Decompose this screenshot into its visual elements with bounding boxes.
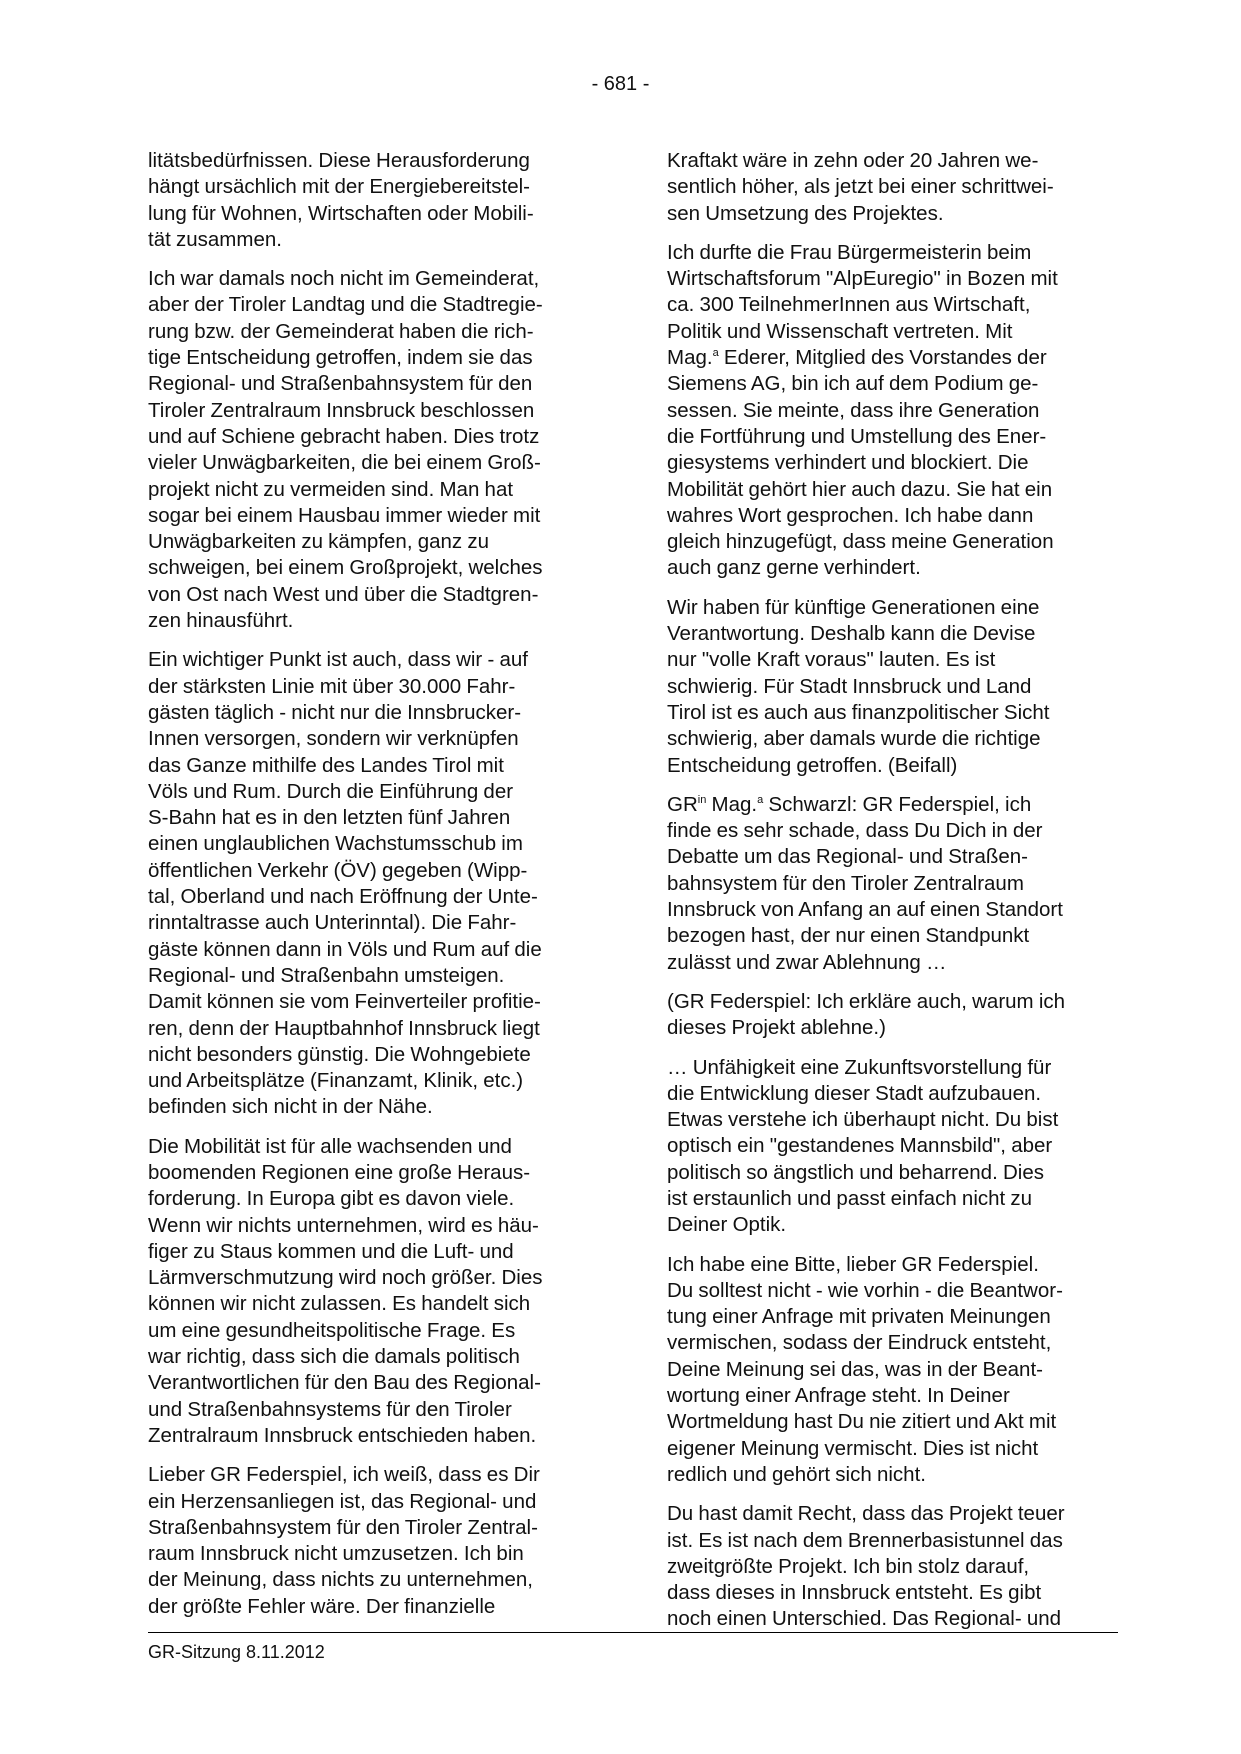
- text-line: schwierig, aber damals wurde die richtige: [667, 727, 1041, 751]
- text-line: noch einen Unterschied. Das Regional- und: [667, 1607, 1062, 1631]
- paragraph: [667, 595, 1112, 779]
- text-line: nur "volle Kraft voraus" lauten. Es ist: [667, 648, 996, 672]
- text-line: Innsbruck von Anfang an auf einen Standort: [667, 898, 1063, 922]
- text-line: und Straßenbahnsystems für den Tiroler: [148, 1397, 512, 1421]
- text-line: war richtig, dass sich die damals politisch: [148, 1345, 520, 1369]
- text-line: Verantwortlichen für den Bau des Regional-: [148, 1371, 541, 1395]
- text-line: einen unglaublichen Wachstumsschub im: [148, 832, 523, 856]
- text-line: Wir haben für künftige Generationen eine: [667, 595, 1040, 619]
- paragraph: [667, 240, 1112, 582]
- text-line: eigener Meinung vermischt. Dies ist nicht: [667, 1436, 1039, 1460]
- left-column: [148, 148, 593, 1633]
- text-line: Tirol ist es auch aus finanzpolitischer Sicht: [667, 700, 1050, 724]
- text-line: Verantwortung. Deshalb kann die Devise: [667, 622, 1036, 646]
- text-line: Damit können sie vom Feinverteiler profitie-: [148, 990, 541, 1014]
- text-line: aber der Tiroler Landtag und die Stadtregie-: [148, 293, 543, 317]
- paragraph: [148, 1462, 593, 1620]
- text-line: S-Bahn hat es in den letzten fünf Jahren: [148, 806, 511, 830]
- text-line: forderung. In Europa gibt es davon viele.: [148, 1187, 515, 1211]
- text-line: zweitgrößte Projekt. Ich bin stolz darauf,: [667, 1554, 1030, 1578]
- text-line: öffentlichen Verkehr (ÖV) gegeben (Wipp-: [148, 858, 528, 882]
- text-line: dass dieses in Innsbruck entsteht. Es gibt: [667, 1581, 1042, 1605]
- text-line: das Ganze mithilfe des Landes Tirol mit: [148, 753, 504, 777]
- text-line: finde es sehr schade, dass Du Dich in der: [667, 819, 1043, 843]
- page-number: - 681 -: [591, 73, 650, 95]
- text-line: lung für Wohnen, Wirtschaften oder Mobili-: [148, 201, 534, 225]
- text-line: boomenden Regionen eine große Heraus-: [148, 1160, 531, 1184]
- text-line: rung bzw. der Gemeinderat haben die rich-: [148, 319, 534, 343]
- text-line: tige Entscheidung getroffen, indem sie das: [148, 346, 533, 370]
- text-line: gleich hinzugefügt, dass meine Generation: [667, 530, 1054, 554]
- text-line: dieses Projekt ablehne.): [667, 1016, 886, 1040]
- text-line: Debatte um das Regional- und Straßen-: [667, 845, 1029, 869]
- text-line: Wirtschaftsforum "AlpEuregio" in Bozen mit: [667, 267, 1058, 291]
- paragraph: [148, 647, 593, 1120]
- text-line: raum Innsbruck nicht umzusetzen. Ich bin: [148, 1542, 524, 1566]
- text-line: Du hast damit Recht, dass das Projekt teuer: [667, 1502, 1065, 1526]
- text-line: die Entwicklung dieser Stadt aufzubauen.: [667, 1081, 1042, 1105]
- text-line: Du solltest nicht - wie vorhin - die Beantwor-: [667, 1278, 1063, 1302]
- text-line: Politik und Wissenschaft vertreten. Mit: [667, 319, 1013, 343]
- text-line: wahres Wort gesprochen. Ich habe dann: [667, 503, 1034, 527]
- text-line: vieler Unwägbarkeiten, die bei einem Groß-: [148, 451, 541, 475]
- text-line: … Unfähigkeit eine Zukunftsvorstellung für: [667, 1055, 1052, 1079]
- text-line: redlich und gehört sich nicht.: [667, 1462, 926, 1486]
- text-line: ca. 300 TeilnehmerInnen aus Wirtschaft,: [667, 293, 1031, 317]
- text-line: bahnsystem für den Tiroler Zentralraum: [667, 871, 1024, 895]
- text-line: zen hinausführt.: [148, 609, 294, 633]
- text-line: Mag.$^a$ Ederer, Mitglied des Vorstandes der: [667, 346, 1047, 370]
- text-line: befinden sich nicht in der Nähe.: [148, 1095, 433, 1119]
- text-line: wortung einer Anfrage steht. In Deiner: [667, 1384, 1010, 1408]
- text-line: auch ganz gerne verhindert.: [667, 556, 921, 580]
- text-line: politisch so ängstlich und beharrend. Dies: [667, 1160, 1044, 1184]
- text-line: Deine Meinung sei das, was in der Beant-: [667, 1357, 1043, 1381]
- text-line: gästen täglich - nicht nur die Innsbrucker-: [148, 700, 522, 724]
- text-line: Lieber GR Federspiel, ich weiß, dass es Dir: [148, 1463, 540, 1487]
- text-line: der Meinung, dass nichts zu unternehmen,: [148, 1568, 533, 1592]
- text-line: Ich durfte die Frau Bürgermeisterin beim: [667, 240, 1032, 264]
- text-line: und auf Schiene gebracht haben. Dies trotz: [148, 424, 540, 448]
- text-line: sen Umsetzung des Projektes.: [667, 201, 944, 225]
- text-line: Siemens AG, bin ich auf dem Podium ge-: [667, 372, 1039, 396]
- text-line: der größte Fehler wäre. Der finanzielle: [148, 1594, 496, 1618]
- text-line: Ein wichtiger Punkt ist auch, dass wir - auf: [148, 648, 528, 672]
- text-line: können wir nicht zulassen. Es handelt sich: [148, 1292, 531, 1316]
- text-line: von Ost nach West und über die Stadtgren-: [148, 582, 539, 606]
- text-line: Wenn wir nichts unternehmen, wird es häu-: [148, 1213, 539, 1237]
- text-line: Deiner Optik.: [667, 1213, 787, 1237]
- text-line: schweigen, bei einem Großprojekt, welches: [148, 556, 543, 580]
- text-line: nicht besonders günstig. Die Wohngebiete: [148, 1042, 531, 1066]
- text-line: sentlich höher, als jetzt bei einer schrittwei-: [667, 175, 1054, 199]
- text-line: tal, Oberland und nach Eröffnung der Unte-: [148, 885, 538, 909]
- text-line: zulässt und zwar Ablehnung …: [667, 950, 947, 974]
- paragraph: [667, 1252, 1112, 1489]
- text-line: schwierig. Für Stadt Innsbruck und Land: [667, 674, 1032, 698]
- text-line: $GR^{in}$ Mag.$^a$ Schwarzl: GR Federspiel, ich: [667, 792, 1032, 816]
- text-line: ren, denn der Hauptbahnhof Innsbruck liegt: [148, 1016, 540, 1040]
- text-line: bezogen hast, der nur einen Standpunkt: [667, 924, 1030, 948]
- text-line: figer zu Staus kommen und die Luft- und: [148, 1239, 514, 1263]
- text-line: Etwas verstehe ich überhaupt nicht. Du bist: [667, 1108, 1059, 1132]
- footer-session-date: GR-Sitzung 8.11.2012: [148, 1642, 325, 1662]
- text-line: die Fortführung und Umstellung des Ener-: [667, 424, 1047, 448]
- text-line: vermischen, sodass der Eindruck entsteht,: [667, 1331, 1052, 1355]
- footer-divider: [148, 1632, 1118, 1633]
- text-line: tung einer Anfrage mit privaten Meinungen: [667, 1305, 1051, 1329]
- text-line: Entscheidung getroffen. (Beifall): [667, 753, 958, 777]
- text-line: ist erstaunlich und passt einfach nicht zu: [667, 1186, 1033, 1210]
- paragraph: [667, 1501, 1112, 1632]
- text-line: Die Mobilität ist für alle wachsenden und: [148, 1134, 512, 1158]
- paragraph: [667, 1055, 1112, 1239]
- text-line: und Arbeitsplätze (Finanzamt, Klinik, etc.): [148, 1069, 524, 1093]
- text-line: Ich habe eine Bitte, lieber GR Federspiel.: [667, 1252, 1039, 1276]
- text-line: Regional- und Straßenbahn umsteigen.: [148, 963, 505, 987]
- paragraph: [148, 266, 593, 634]
- text-line: litätsbedürfnissen. Diese Herausforderung: [148, 149, 530, 172]
- right-column: [667, 148, 1112, 1646]
- paragraph: [148, 148, 593, 253]
- paragraph: [667, 792, 1112, 976]
- text-line: Kraftakt wäre in zehn oder 20 Jahren we-: [667, 149, 1039, 172]
- text-line: Zentralraum Innsbruck entschieden haben.: [148, 1423, 537, 1447]
- text-line: Innen versorgen, sondern wir verknüpfen: [148, 727, 519, 751]
- text-line: Lärmverschmutzung wird noch größer. Dies: [148, 1266, 543, 1290]
- text-line: sogar bei einem Hausbau immer wieder mit: [148, 503, 541, 527]
- text-line: ist. Es ist nach dem Brennerbasistunnel das: [667, 1528, 1063, 1552]
- text-line: Völs und Rum. Durch die Einführung der: [148, 779, 514, 803]
- text-line: sessen. Sie meinte, dass ihre Generation: [667, 398, 1040, 422]
- text-line: projekt nicht zu vermeiden sind. Man hat: [148, 477, 514, 501]
- text-line: um eine gesundheitspolitische Frage. Es: [148, 1318, 516, 1342]
- text-line: rinntaltrasse auch Unterinntal). Die Fahr-: [148, 911, 517, 935]
- text-line: gäste können dann in Völs und Rum auf die: [148, 937, 542, 961]
- text-line: optisch ein "gestandenes Mannsbild", aber: [667, 1134, 1053, 1158]
- text-line: giesystems verhindert und blockiert. Die: [667, 451, 1029, 475]
- text-line: hängt ursächlich mit der Energiebereitstel-: [148, 175, 530, 199]
- text-line: (GR Federspiel: Ich erkläre auch, warum ich: [667, 989, 1066, 1013]
- text-line: Tiroler Zentralraum Innsbruck beschlossen: [148, 398, 535, 422]
- text-line: der stärksten Linie mit über 30.000 Fahr-: [148, 674, 516, 698]
- paragraph: [148, 1134, 593, 1450]
- text-line: Mobilität gehört hier auch dazu. Sie hat ein: [667, 477, 1053, 501]
- text-line: Wortmeldung hast Du nie zitiert und Akt mit: [667, 1410, 1057, 1434]
- text-line: ein Herzensanliegen ist, das Regional- und: [148, 1489, 537, 1513]
- paragraph: [667, 148, 1112, 227]
- paragraph: [667, 989, 1112, 1042]
- text-line: Regional- und Straßenbahnsystem für den: [148, 372, 533, 396]
- text-line: tät zusammen.: [148, 227, 282, 251]
- text-line: Ich war damals noch nicht im Gemeinderat,: [148, 267, 540, 291]
- text-line: Straßenbahnsystem für den Tiroler Zentral-: [148, 1515, 538, 1539]
- text-line: Unwägbarkeiten zu kämpfen, ganz zu: [148, 530, 490, 554]
